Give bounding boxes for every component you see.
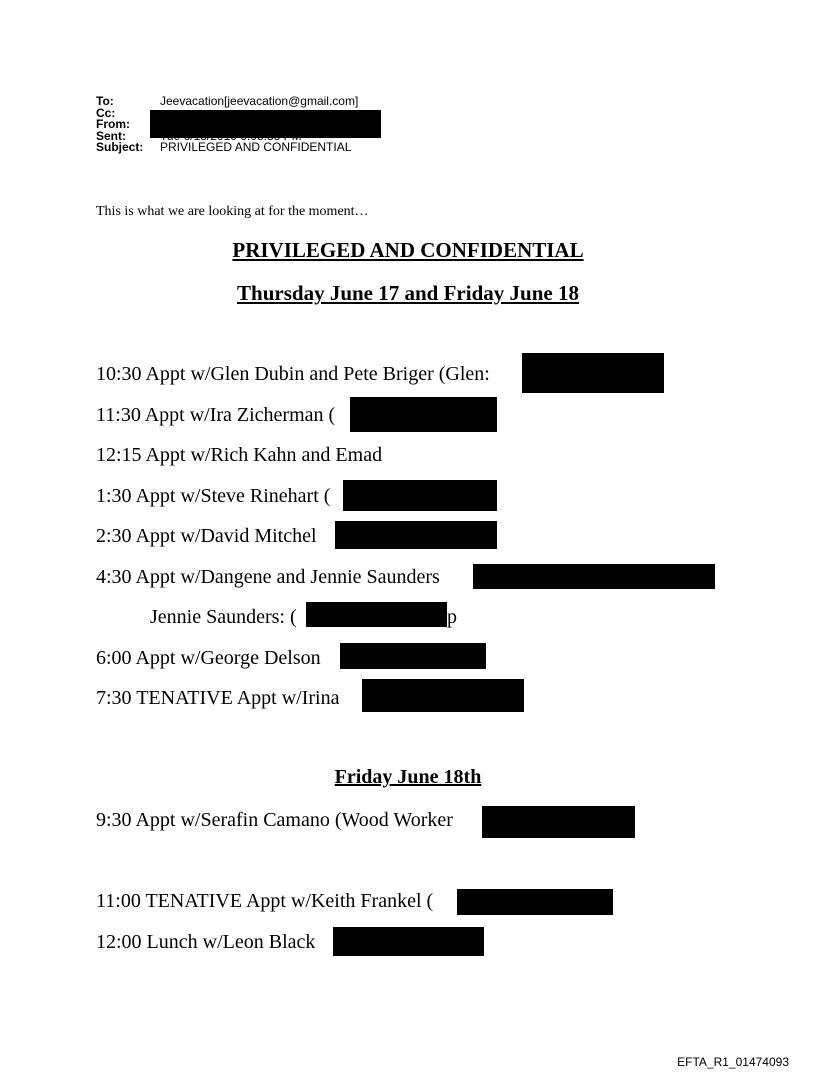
subject-value: PRIVILEGED AND CONFIDENTIAL xyxy=(160,140,352,154)
appt-line: 11:00 TENATIVE Appt w/Keith Frankel ( xyxy=(96,890,434,912)
redaction-block xyxy=(482,806,635,838)
appt-line: 2:30 Appt w/David Mitchel xyxy=(96,525,317,547)
redaction-block xyxy=(350,397,497,432)
redaction-block xyxy=(343,480,497,511)
appt-line: 4:30 Appt w/Dangene and Jennie Saunders xyxy=(96,566,440,588)
to-value: Jeevacation[jeevacation@gmail.com] xyxy=(160,94,359,108)
appt-subline-suffix: p xyxy=(447,606,457,628)
appt-line: 7:30 TENATIVE Appt w/Irina xyxy=(96,687,340,709)
subject-label: Subject: xyxy=(96,140,144,154)
redaction-block xyxy=(457,889,613,915)
cc-label: Cc: xyxy=(96,105,116,120)
appt-line: 10:30 Appt w/Glen Dubin and Pete Briger (Glen: xyxy=(96,363,490,385)
day2-heading: Friday June 18th xyxy=(334,766,482,788)
appt-line: 1:30 Appt w/Steve Rinehart ( xyxy=(96,485,331,507)
appt-line: 12:15 Appt w/Rich Kahn and Emad xyxy=(96,444,383,466)
appt-line: 9:30 Appt w/Serafin Camano (Wood Worker xyxy=(96,809,453,831)
redaction-block xyxy=(522,353,664,393)
sent-label: Sent: xyxy=(96,128,126,143)
redaction-block xyxy=(335,521,497,549)
redaction-block xyxy=(333,927,484,956)
redaction-block xyxy=(340,643,486,669)
to-label: To: xyxy=(96,94,114,108)
to-row xyxy=(96,96,358,108)
appt-subline: Jennie Saunders: ( xyxy=(150,606,297,628)
redaction-block xyxy=(473,564,715,589)
intro-text: This is what we are looking at for the moment… xyxy=(96,204,369,219)
subject-row xyxy=(96,142,358,154)
redaction-block xyxy=(306,602,447,627)
day1-heading: Thursday June 17 and Friday June 18 xyxy=(237,281,579,305)
appt-line: 6:00 Appt w/George Delson xyxy=(96,647,321,669)
redaction-block xyxy=(362,679,524,712)
appt-line: 12:00 Lunch w/Leon Black xyxy=(96,931,316,953)
privileged-heading: PRIVILEGED AND CONFIDENTIAL xyxy=(232,238,584,262)
redaction-cc-from xyxy=(150,110,381,138)
from-label: From: xyxy=(96,117,130,131)
doc-id: EFTA_R1_01474093 xyxy=(677,1055,789,1069)
appt-line: 11:30 Appt w/Ira Zicherman ( xyxy=(96,404,336,426)
